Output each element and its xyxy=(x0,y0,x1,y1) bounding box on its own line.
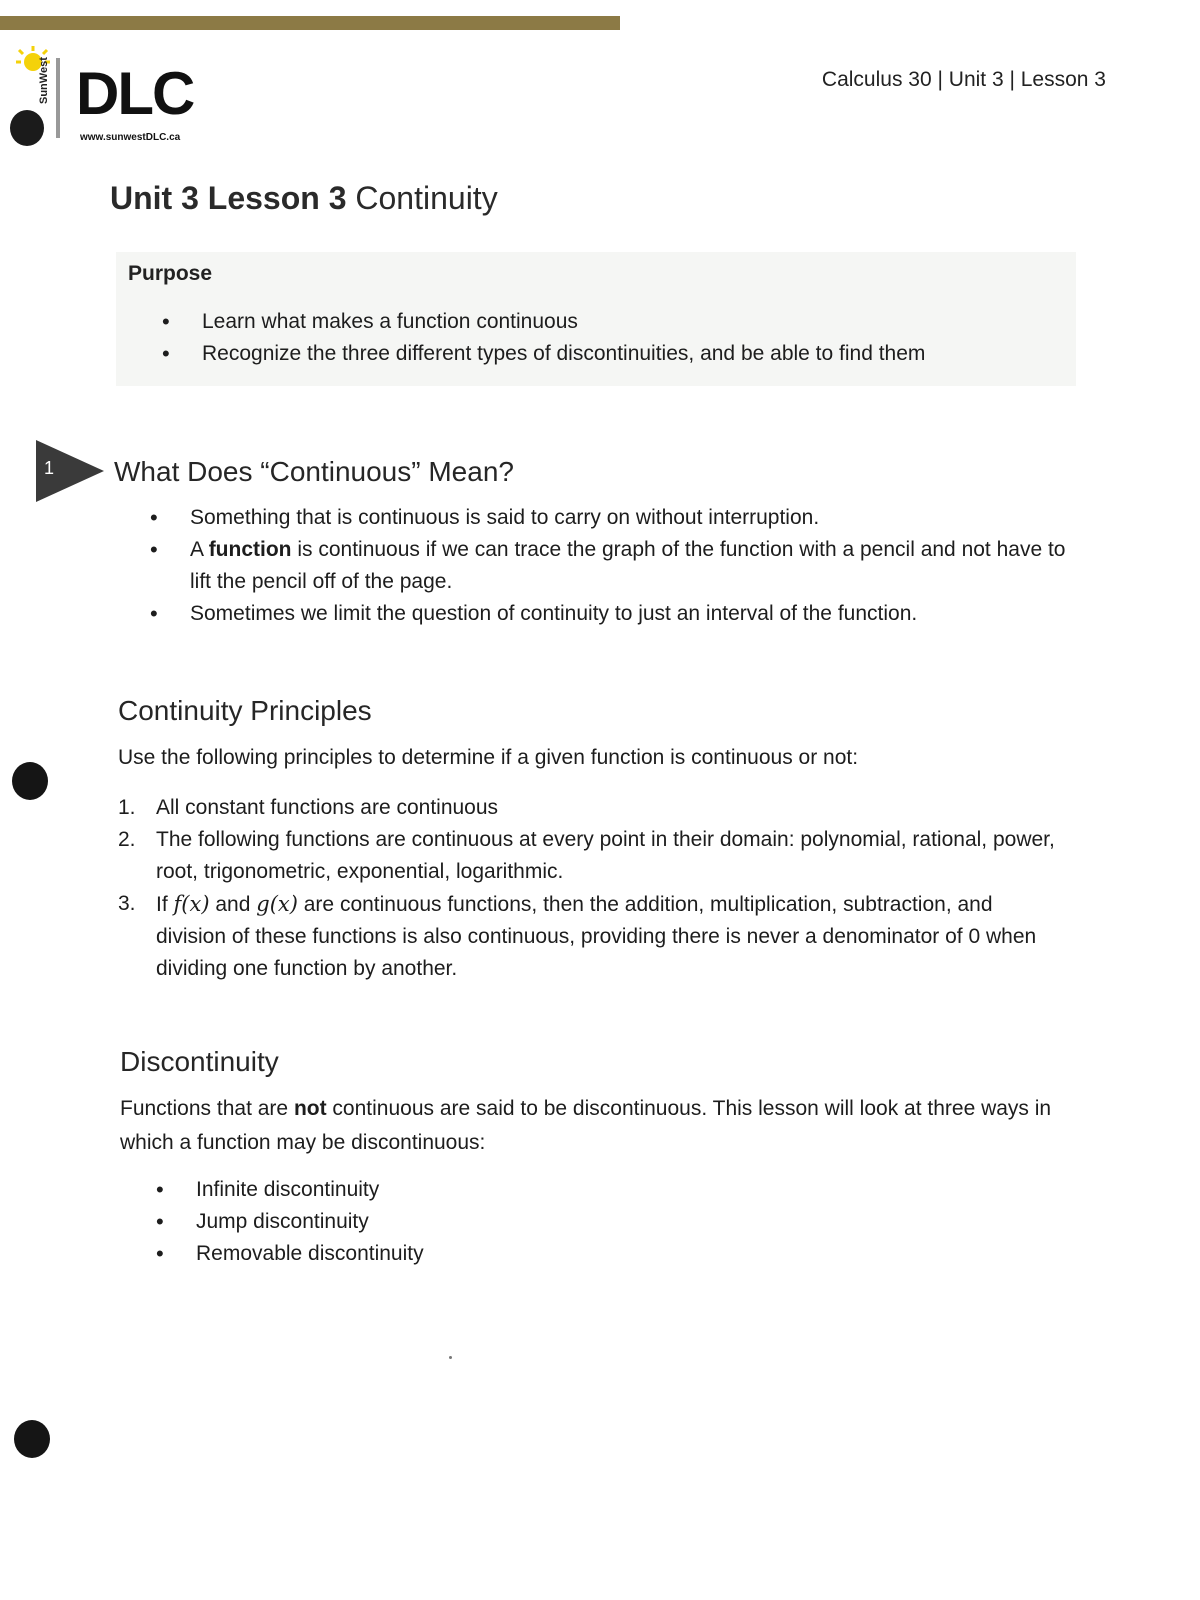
list-item xyxy=(150,534,1080,598)
top-decorative-bar xyxy=(0,16,620,30)
principles-intro: Use the following principles to determine if a given function is continuous or not: xyxy=(118,746,859,769)
item-text: All constant functions are continuous xyxy=(156,796,499,819)
list-item: • Learn what makes a function continuous xyxy=(162,306,925,338)
purpose-heading: Purpose xyxy=(128,262,213,285)
item-text: are continuous functions, then the addition, multiplication, subtraction, and division of these functions is also continuous, providing there is never a denominator of 0 when dividing one function by another. xyxy=(156,893,1037,980)
logo-url: www.sunwestDLC.ca xyxy=(80,132,181,143)
discontinuity-types-list xyxy=(156,1174,424,1270)
title-regular: Continuity xyxy=(355,180,498,216)
section-marker-number: 1 xyxy=(44,458,55,478)
bullet-text: is continuous if we can trace the graph of the function with a pencil and not have to lift the pencil off of the page. xyxy=(190,538,1066,593)
punch-hole xyxy=(14,1420,50,1458)
item-text: and xyxy=(209,893,257,916)
item-number: 3. xyxy=(118,892,136,915)
course-info: Calculus 30 | Unit 3 | Lesson 3 xyxy=(821,68,1106,91)
list-item: • Jump discontinuity xyxy=(156,1206,424,1238)
list-item xyxy=(118,824,1068,888)
title-bold: Unit 3 Lesson 3 xyxy=(110,180,347,216)
logo-wordmark: DLC xyxy=(76,60,194,127)
list-item: • Sometimes we limit the question of continuity to just an interval of the function. xyxy=(150,598,1080,630)
math-g: g(x) xyxy=(256,892,298,916)
principles-list xyxy=(118,792,1068,985)
discontinuity-intro xyxy=(120,1092,1060,1160)
math-f: f(x) xyxy=(173,892,210,916)
item-number: 1. xyxy=(118,796,136,819)
continuous-bullets xyxy=(150,502,1080,630)
list-item xyxy=(118,792,1068,824)
punch-hole xyxy=(12,762,48,800)
list-item: • Something that is continuous is said to carry on without interruption. xyxy=(150,502,1080,534)
purpose-box xyxy=(116,252,1076,386)
list-item: • Infinite discontinuity xyxy=(156,1174,424,1206)
logo-ball-icon xyxy=(10,110,44,146)
logo-pole xyxy=(56,58,60,138)
section-heading-principles: Continuity Principles xyxy=(118,695,372,726)
scan-speck xyxy=(449,1356,452,1359)
item-text: If xyxy=(156,893,174,916)
list-item: • Recognize the three different types of discontinuities, and be able to find them xyxy=(162,338,925,370)
section-heading-continuous: What Does “Continuous” Mean? xyxy=(114,456,514,487)
page-title xyxy=(110,180,498,217)
intro-text: continuous are said to be discontinuous. This lesson will look at three ways in which a function may be discontinuous: xyxy=(120,1097,1052,1154)
bold-term: not xyxy=(293,1097,327,1120)
intro-text: Functions that are xyxy=(120,1097,294,1120)
list-item xyxy=(118,888,1068,985)
sunwest-dlc-logo xyxy=(6,44,206,156)
logo-side-text: SunWest xyxy=(38,57,50,104)
purpose-list xyxy=(162,306,925,370)
bullet-text: A xyxy=(190,538,209,561)
item-text: The following functions are continuous at every point in their domain: polynomial, rational, power, root, trigonometric, exponential, logarithmic. xyxy=(156,828,1055,883)
list-item: • Removable discontinuity xyxy=(156,1238,424,1270)
section-heading-discontinuity: Discontinuity xyxy=(120,1046,279,1077)
item-number: 2. xyxy=(118,828,136,851)
bold-term: function xyxy=(208,538,292,561)
